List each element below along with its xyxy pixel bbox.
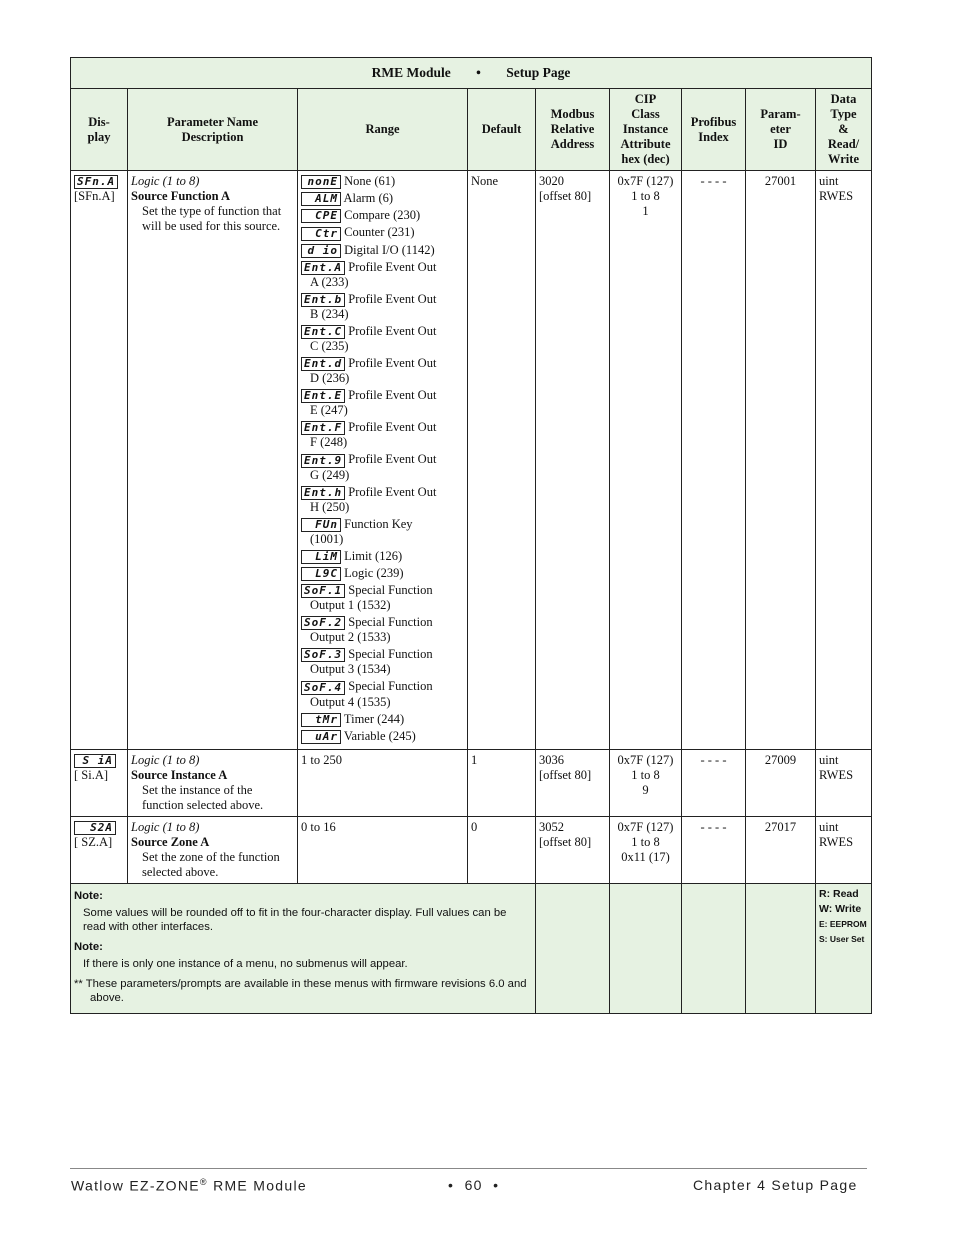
range-option xyxy=(301,517,464,547)
data-type: uint xyxy=(819,819,839,834)
option-label: Special Function xyxy=(348,583,433,597)
range-option xyxy=(301,615,464,645)
param-logic: Logic (1 to 8) xyxy=(131,819,200,834)
notes-blank-cell xyxy=(610,883,682,1013)
option-label: Special Function xyxy=(348,647,433,662)
option-label: Profile Event Out xyxy=(348,452,437,467)
note-label: Note: xyxy=(74,940,103,953)
header-profibus: Profibus Index xyxy=(682,89,746,171)
lcd-option-code: Ent.h xyxy=(301,486,345,500)
option-label: Timer (244) xyxy=(343,711,405,726)
param-cell xyxy=(128,816,298,883)
option-label: None (61) xyxy=(344,174,396,188)
header-default: Default xyxy=(468,89,536,171)
param-desc: Set the instance of the function selected above. xyxy=(142,782,264,812)
header-parameter-name: Parameter Name Description xyxy=(128,89,298,171)
footer-product: Watlow EZ-ZONE xyxy=(71,1177,200,1194)
option-label-continued: D (236) xyxy=(310,371,350,386)
default-cell: 1 xyxy=(468,749,536,816)
footer-divider xyxy=(70,1168,867,1169)
param-desc: Set the type of function that will be used for this source. xyxy=(142,204,282,233)
range-option xyxy=(301,191,464,206)
param-name: Source Zone A xyxy=(131,834,210,849)
table-row xyxy=(71,171,872,750)
lcd-option-code: Ent.A xyxy=(301,261,345,275)
notes-cell xyxy=(71,883,536,1013)
read-write: RWES xyxy=(819,767,854,782)
display-abbr: [SFn.A] xyxy=(74,189,115,204)
option-label-continued: Output 3 (1534) xyxy=(310,662,391,677)
data-type-cell xyxy=(816,749,872,816)
lcd-option-code: SoF.2 xyxy=(301,616,345,630)
setup-parameter-table xyxy=(70,57,872,1014)
option-label: Special Function xyxy=(348,679,433,694)
range-option xyxy=(301,208,464,223)
lcd-option-code: SoF.1 xyxy=(301,584,345,598)
cip-class: 0x7F (127) xyxy=(617,174,674,188)
option-label: Profile Event Out xyxy=(348,484,437,499)
caption-bullet: • xyxy=(476,65,481,80)
header-data-type: Data Type & Read/ Write xyxy=(816,89,872,171)
lcd-option-code: CPE xyxy=(301,209,341,223)
data-type-cell xyxy=(816,171,872,750)
legend-read: R: Read xyxy=(819,887,859,900)
option-label: Profile Event Out xyxy=(348,420,437,435)
option-label-continued: Output 2 (1533) xyxy=(310,630,391,645)
default-cell: 0 xyxy=(468,816,536,883)
notes-blank-cell xyxy=(536,883,610,1013)
lcd-option-code: FUn xyxy=(301,518,341,532)
lcd-option-code: ALM xyxy=(301,192,341,206)
lcd-option-code: Ent.9 xyxy=(301,454,345,468)
cip-attribute: 0x11 (17) xyxy=(621,849,670,864)
param-logic: Logic (1 to 8) xyxy=(131,174,200,188)
notes-blank-cell xyxy=(746,883,816,1013)
lcd-option-code: LiM xyxy=(301,550,341,564)
range-option xyxy=(301,225,464,240)
display-cell xyxy=(71,171,128,750)
profibus-cell: - - - - xyxy=(682,816,746,883)
footer-left xyxy=(71,1177,307,1194)
param-id-cell: 27017 xyxy=(746,816,816,883)
range-cell xyxy=(298,171,468,750)
option-label: Logic (239) xyxy=(344,565,404,580)
option-label: Profile Event Out xyxy=(348,259,437,274)
param-cell xyxy=(128,171,298,750)
range-option xyxy=(301,292,464,322)
data-type-cell xyxy=(816,816,872,883)
option-label: Compare (230) xyxy=(344,208,421,223)
read-write: RWES xyxy=(819,189,854,203)
param-name: Source Function A xyxy=(131,189,231,203)
option-label-continued: A (233) xyxy=(310,274,349,289)
legend-user-set: S: User Set xyxy=(819,933,865,944)
lcd-option-code: d io xyxy=(301,244,341,258)
lcd-option-code: Ent.d xyxy=(301,357,345,371)
lcd-option-code: SoF.4 xyxy=(301,681,345,695)
footer-module: RME Module xyxy=(213,1177,307,1194)
option-label-continued: Output 4 (1535) xyxy=(310,694,391,709)
range-option xyxy=(301,679,464,709)
modbus-address: 3036 xyxy=(539,752,564,767)
lcd-option-code: Ctr xyxy=(301,227,341,241)
display-cell xyxy=(71,816,128,883)
range-option xyxy=(301,243,464,258)
data-type: uint xyxy=(819,752,839,767)
notes-row xyxy=(71,883,872,1013)
header-param-id: Param- eter ID xyxy=(746,89,816,171)
header-modbus: Modbus Relative Address xyxy=(536,89,610,171)
option-label: Variable (245) xyxy=(343,728,416,743)
range-option xyxy=(301,260,464,290)
lcd-option-code: Ent.F xyxy=(301,421,345,435)
modbus-offset: [offset 80] xyxy=(539,767,592,782)
cip-class: 0x7F (127) xyxy=(617,752,674,767)
default-cell: None xyxy=(468,171,536,750)
profibus-cell: - - - - xyxy=(682,749,746,816)
rw-legend xyxy=(816,883,872,1013)
param-desc: Set the zone of the function selected above. xyxy=(142,849,280,879)
modbus-offset: [offset 80] xyxy=(539,189,592,203)
data-type: uint xyxy=(819,174,839,188)
range-option xyxy=(301,356,464,386)
option-label: Profile Event Out xyxy=(348,356,437,370)
option-label: Alarm (6) xyxy=(343,191,394,206)
option-label-continued: Output 1 (1532) xyxy=(310,598,391,613)
range-option xyxy=(301,485,464,515)
range-option xyxy=(301,583,464,613)
range-option xyxy=(301,452,464,482)
firmware-note: ** These parameters/prompts are available in these menus with firmware revisions 6.0 and above. xyxy=(74,977,527,1004)
caption-module: RME Module xyxy=(371,65,451,80)
note-text: If there is only one instance of a menu, no submenus will appear. xyxy=(83,957,408,970)
range-option xyxy=(301,566,464,581)
range-option xyxy=(301,729,464,744)
lcd-option-code: Ent.C xyxy=(301,325,345,339)
header-cip: CIP Class Instance Attribute hex (dec) xyxy=(610,89,682,171)
lcd-prompt: S2A xyxy=(74,821,116,835)
cip-cell xyxy=(610,171,682,750)
option-label: Profile Event Out xyxy=(348,323,437,338)
lcd-option-code: nonE xyxy=(301,175,341,189)
lcd-prompt: S iA xyxy=(74,754,116,768)
range-option xyxy=(301,549,464,564)
note-text: Some values will be rounded off to fit in the four-character display. Full values can be read with other interfaces. xyxy=(83,906,507,933)
param-cell xyxy=(128,749,298,816)
range-option xyxy=(301,324,464,354)
option-label-continued: B (234) xyxy=(310,306,349,321)
read-write: RWES xyxy=(819,834,854,849)
range-cell: 0 to 16 xyxy=(298,816,468,883)
param-id-cell: 27001 xyxy=(746,171,816,750)
cip-class: 0x7F (127) xyxy=(617,819,674,834)
option-label: Special Function xyxy=(348,615,433,630)
param-logic: Logic (1 to 8) xyxy=(131,752,200,767)
header-display: Dis- play xyxy=(71,89,128,171)
note-label: Note: xyxy=(74,889,103,902)
modbus-address: 3020 xyxy=(539,174,564,188)
cip-cell xyxy=(610,749,682,816)
lcd-option-code: SoF.3 xyxy=(301,648,345,662)
lcd-prompt: SFn.A xyxy=(74,175,118,189)
caption-page: Setup Page xyxy=(506,65,571,80)
header-range: Range xyxy=(298,89,468,171)
cip-attribute: 1 xyxy=(642,204,649,218)
param-name: Source Instance A xyxy=(131,767,228,782)
option-label-continued: H (250) xyxy=(310,499,350,514)
legend-write: W: Write xyxy=(819,902,862,915)
option-label: Digital I/O (1142) xyxy=(344,242,435,257)
lcd-option-code: Ent.E xyxy=(301,389,345,403)
lcd-option-code: L9C xyxy=(301,567,341,581)
footer-chapter: Chapter 4 Setup Page xyxy=(693,1177,858,1193)
legend-eeprom: E: EEPROM xyxy=(819,918,867,929)
table-row xyxy=(71,749,872,816)
display-abbr: [ SZ.A] xyxy=(74,834,113,849)
range-option xyxy=(301,174,464,189)
cip-cell xyxy=(610,816,682,883)
option-label: Function Key xyxy=(344,516,413,531)
modbus-offset: [offset 80] xyxy=(539,834,592,849)
display-cell xyxy=(71,749,128,816)
range-option xyxy=(301,712,464,727)
footer-registered-mark: ® xyxy=(199,1177,208,1187)
option-label-continued: G (249) xyxy=(310,467,350,482)
modbus-cell xyxy=(536,816,610,883)
profibus-cell: - - - - xyxy=(682,171,746,750)
lcd-option-code: uAr xyxy=(301,730,341,744)
option-label: Profile Event Out xyxy=(348,291,437,306)
table-caption xyxy=(71,58,872,89)
cip-attribute: 9 xyxy=(642,782,649,797)
option-label: Counter (231) xyxy=(344,225,415,240)
table-row xyxy=(71,816,872,883)
cip-instance: 1 to 8 xyxy=(631,189,660,203)
option-label-continued: E (247) xyxy=(310,403,348,418)
range-option xyxy=(301,420,464,450)
option-label: Limit (126) xyxy=(344,548,403,563)
cip-instance: 1 to 8 xyxy=(631,767,660,782)
modbus-cell xyxy=(536,749,610,816)
range-option xyxy=(301,388,464,418)
option-label-continued: C (235) xyxy=(310,339,349,353)
option-label-continued: F (248) xyxy=(310,435,348,450)
range-cell: 1 to 250 xyxy=(298,749,468,816)
modbus-address: 3052 xyxy=(539,819,564,834)
option-label: Profile Event Out xyxy=(348,388,437,403)
notes-blank-cell xyxy=(682,883,746,1013)
param-id-cell: 27009 xyxy=(746,749,816,816)
lcd-option-code: Ent.b xyxy=(301,293,345,307)
modbus-cell xyxy=(536,171,610,750)
display-abbr: [ Si.A] xyxy=(74,767,109,782)
cip-instance: 1 to 8 xyxy=(631,834,660,849)
lcd-option-code: tMr xyxy=(301,713,341,727)
range-option xyxy=(301,647,464,677)
option-label-continued: (1001) xyxy=(310,531,344,546)
footer-page-number: • 60 • xyxy=(448,1177,500,1193)
